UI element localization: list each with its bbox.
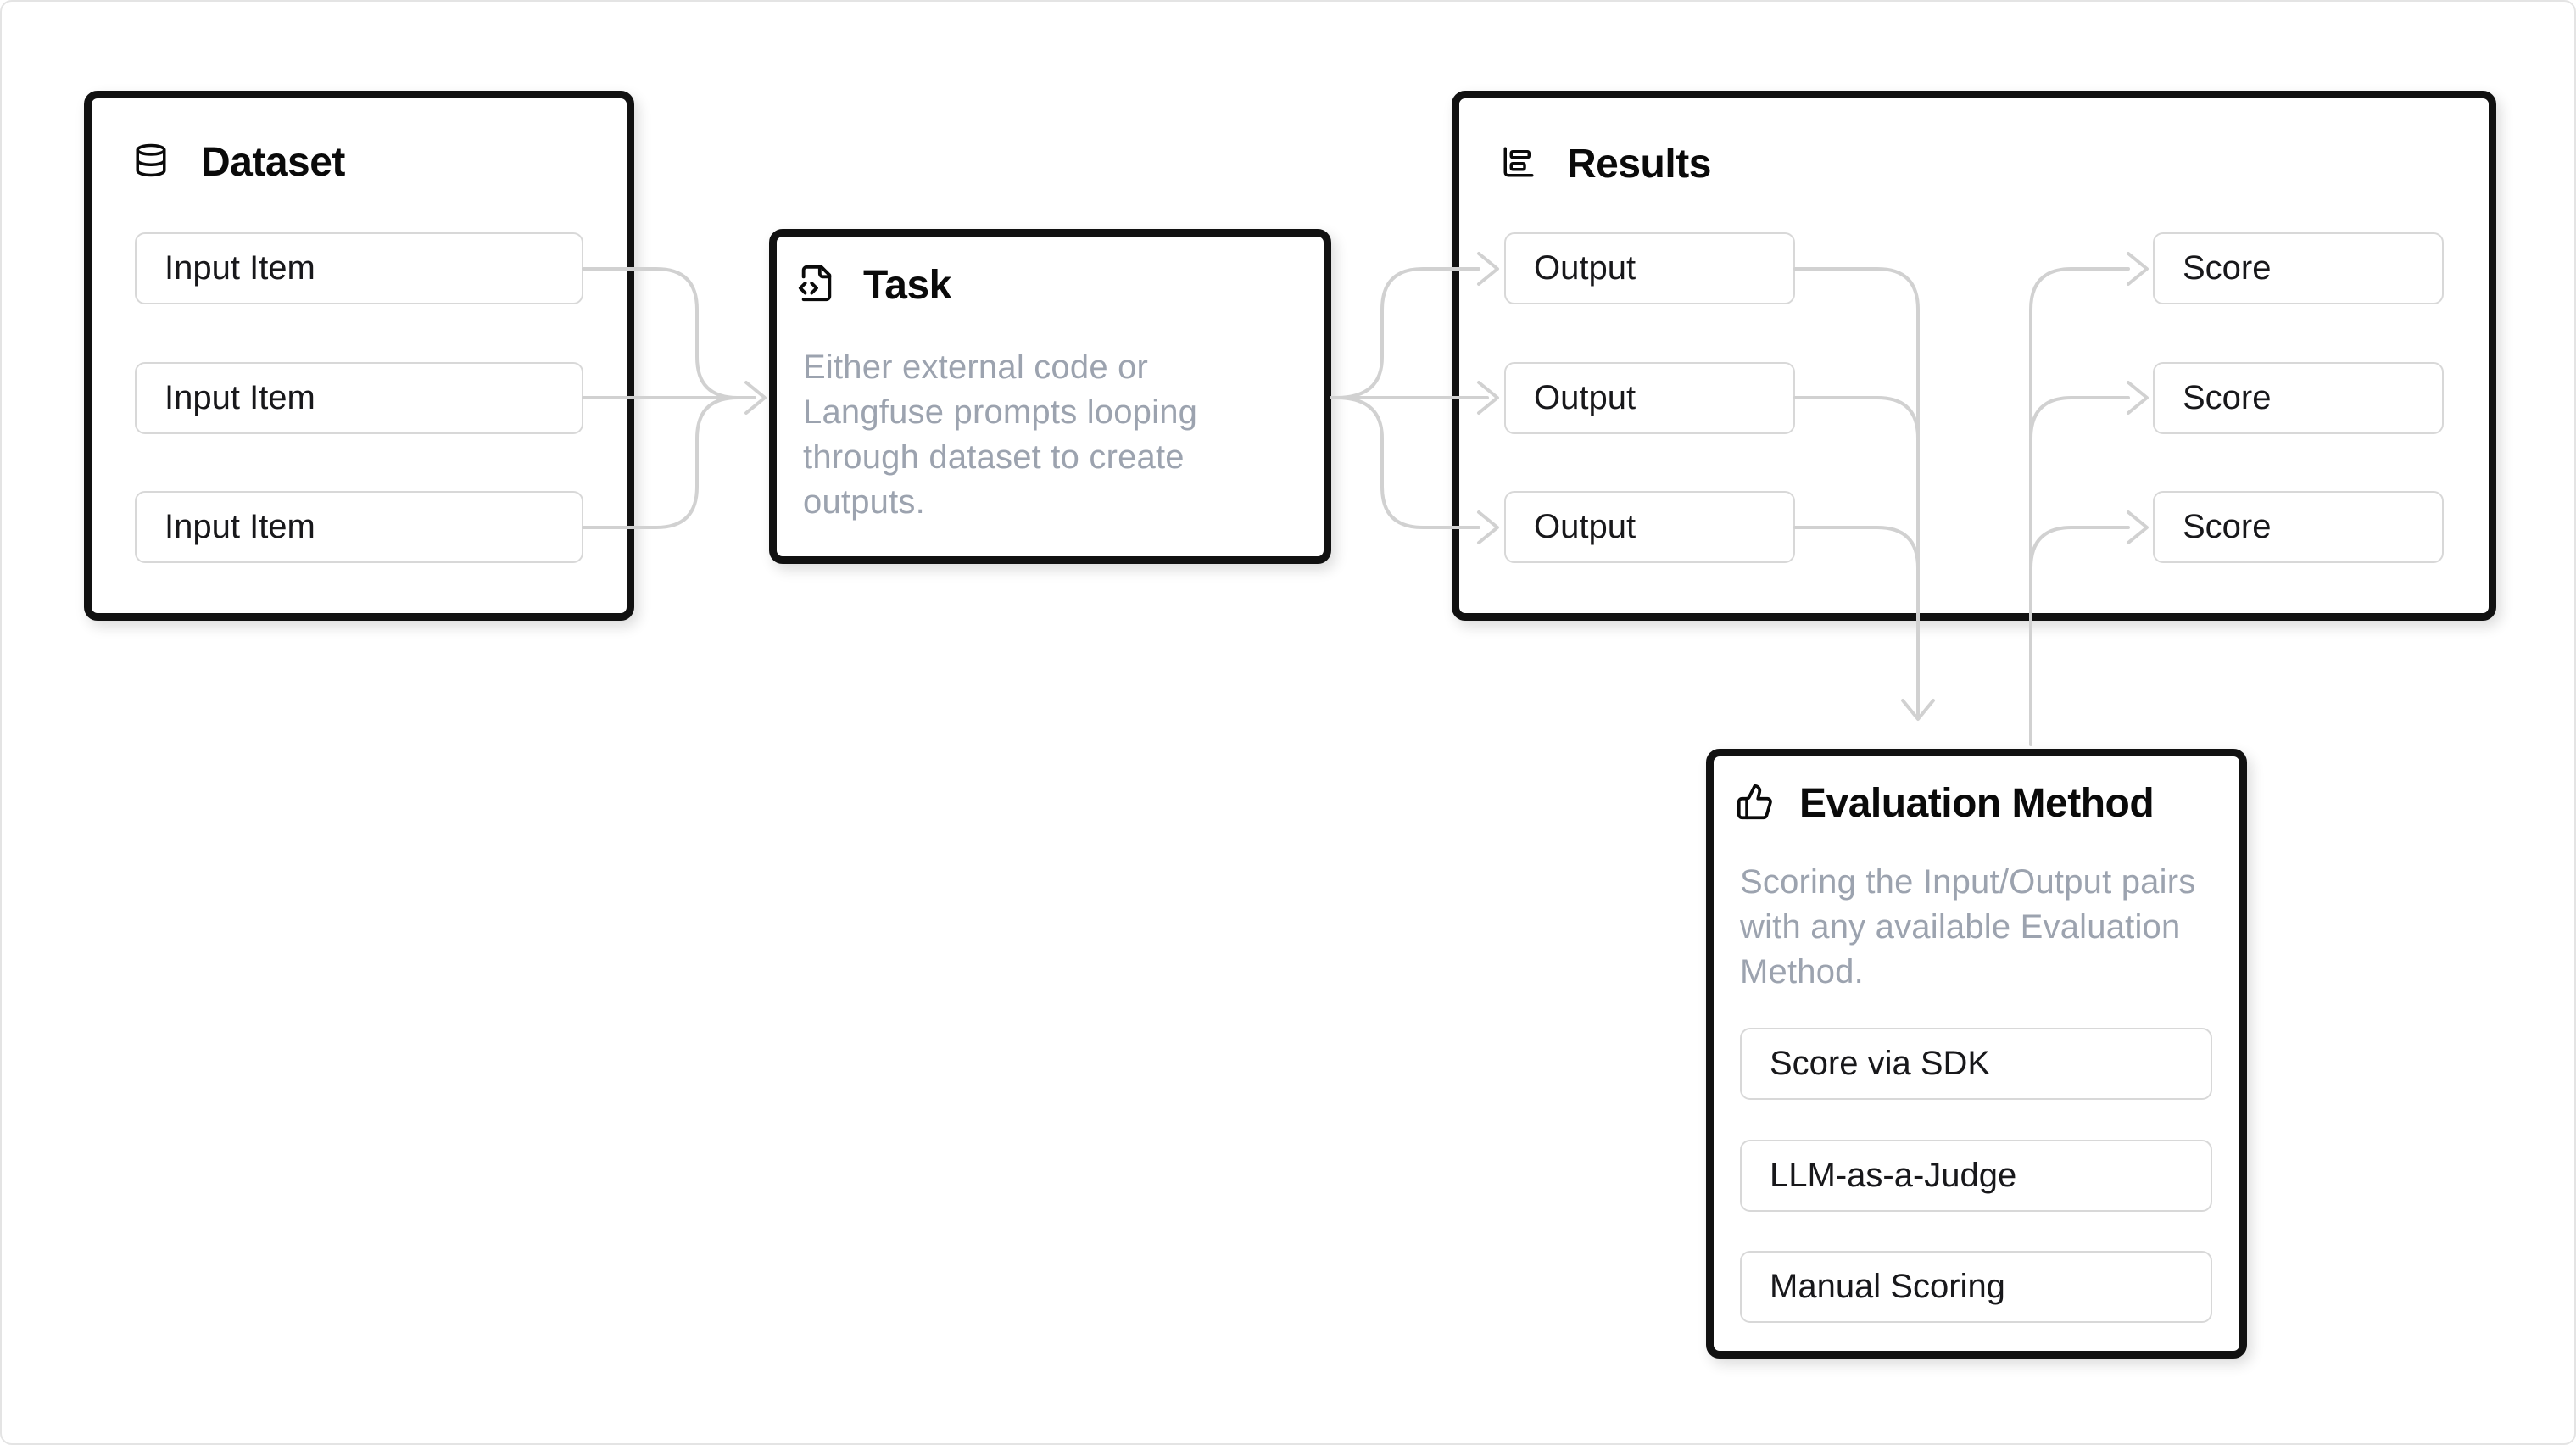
method-label: Score via SDK [1770,1045,1991,1082]
thumbs-up-icon [1736,783,1774,825]
score-label: Score [2183,508,2272,545]
evaluation-method-description: Scoring the Input/Output pairs with any available Evaluation Method. [1740,863,2196,990]
input-item-box [135,491,583,563]
file-code-icon [797,264,836,307]
task-card [769,229,1331,564]
method-label: LLM-as-a-Judge [1770,1157,2017,1194]
bar-chart-icon [1501,144,1536,184]
method-label: Manual Scoring [1770,1268,2005,1305]
method-box [1740,1140,2212,1212]
arrowhead-task [746,382,765,413]
output-label: Output [1534,379,1636,416]
results-title: Results [1567,142,1711,187]
input-item-box [135,362,583,434]
dataset-title: Dataset [201,140,345,185]
database-icon [133,142,169,182]
task-title: Task [863,263,951,308]
method-box [1740,1028,2212,1100]
arrowhead-evaluation [1903,700,1933,719]
input-item-label: Input Item [164,508,315,545]
output-box [1504,491,1795,563]
task-header [797,262,951,309]
method-box [1740,1251,2212,1323]
output-label: Output [1534,508,1636,545]
evaluation-method-header [1736,780,2154,827]
results-header [1501,141,1711,187]
evaluation-method-title: Evaluation Method [1799,781,2155,826]
task-description: Either external code or Langfuse prompts looping through dataset to create outputs. [803,349,1198,521]
input-item-box [135,232,583,304]
score-box [2153,491,2444,563]
dataset-header [133,139,345,186]
input-item-label: Input Item [164,249,315,287]
score-label: Score [2183,249,2272,287]
results-card [1452,91,2496,621]
dataset-card [84,91,634,621]
score-box [2153,362,2444,434]
score-box [2153,232,2444,304]
output-box [1504,362,1795,434]
input-item-label: Input Item [164,379,315,416]
output-box [1504,232,1795,304]
output-label: Output [1534,249,1636,287]
score-label: Score [2183,379,2272,416]
evaluation-method-card [1706,749,2247,1359]
